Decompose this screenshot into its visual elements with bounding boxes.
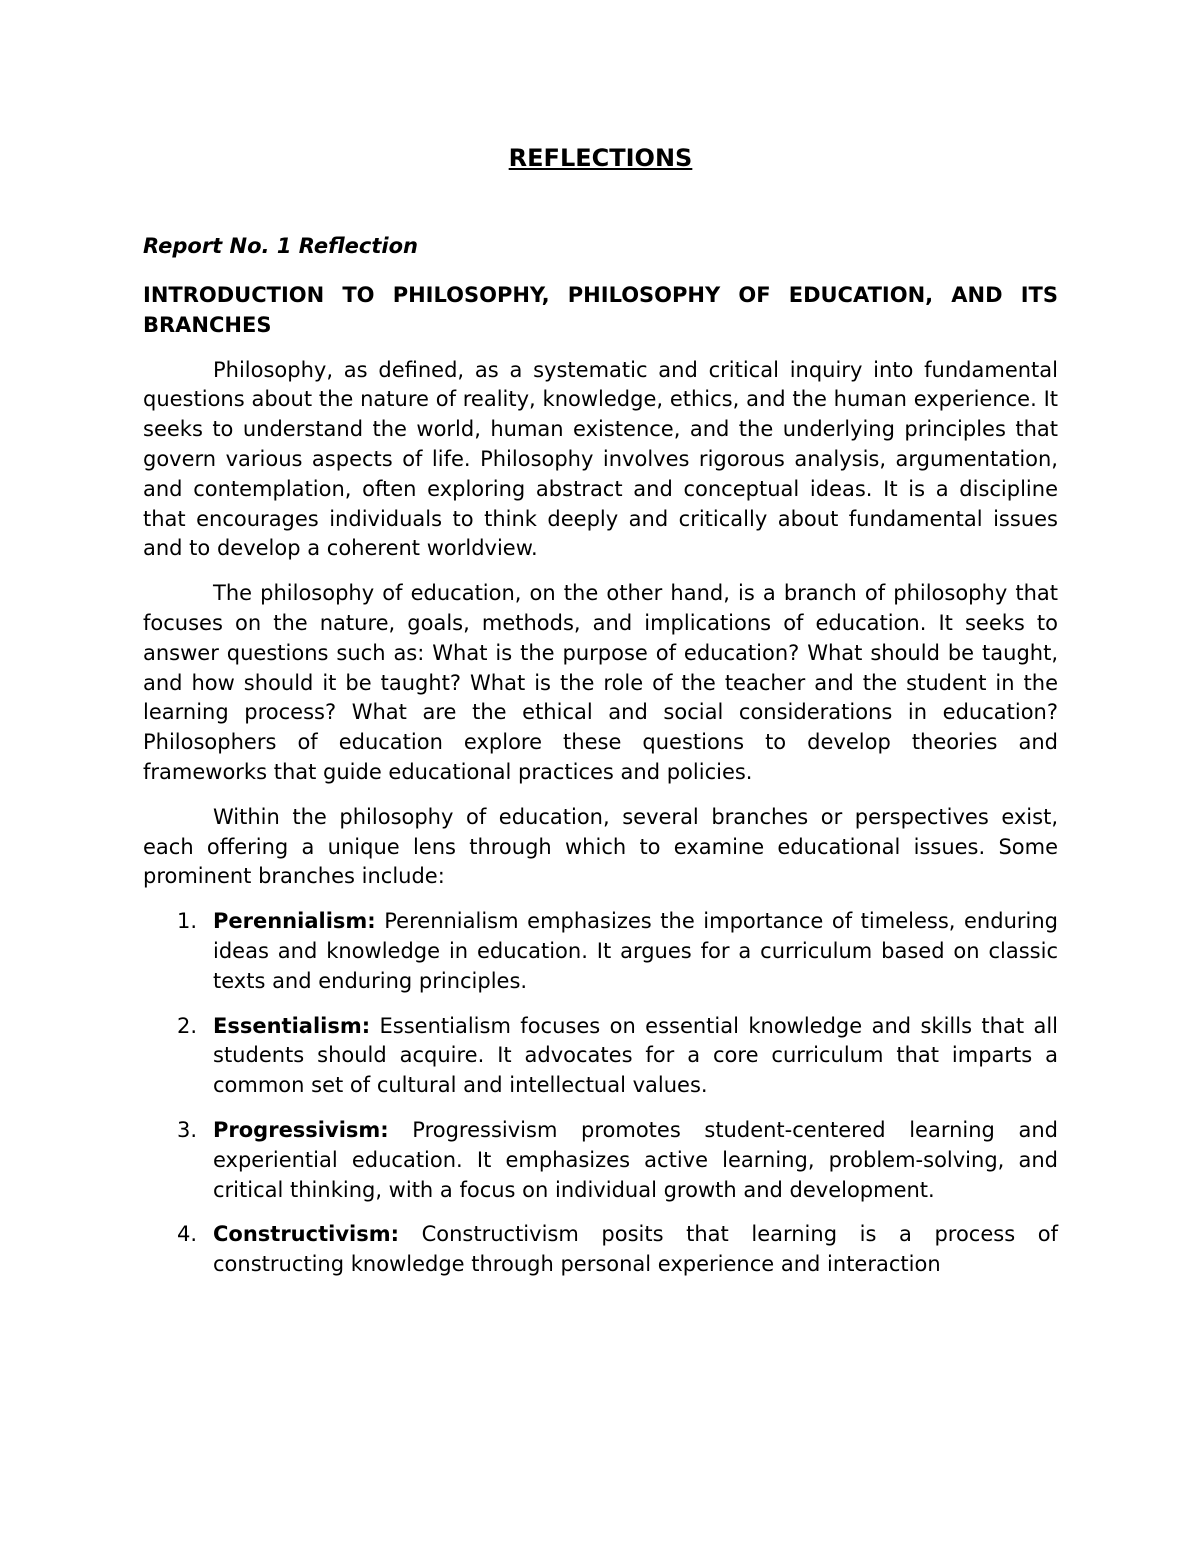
branch-term: Essentialism: bbox=[213, 1013, 371, 1038]
branch-term: Progressivism: bbox=[213, 1117, 389, 1142]
list-number: 4. bbox=[177, 1222, 198, 1247]
branch-description: Essentialism focuses on essential knowledge and skills that all students should acquire. It advocates for a core curriculum that imparts a common set of cultural and intellectual values. bbox=[213, 1013, 1058, 1098]
branch-term: Constructivism: bbox=[213, 1222, 399, 1247]
paragraph-philosophy: Philosophy, as defined, as a systematic and critical inquiry into fundamental questions about the nature of reality, knowledge, ethics, and the human experience. It seeks to understand the world, human existence, and the underlying principles that govern various aspects of life. Philosophy involves rigorous analysis, argumentation, and contemplation, often exploring abstract and conceptual ideas. It is a discipline that encourages individuals to think deeply and critically about fundamental issues and to develop a coherent worldview. bbox=[143, 357, 1058, 561]
branch-description: Perennialism emphasizes the importance of timeless, enduring ideas and knowledge in education. It argues for a curriculum based on classic texts and enduring principles. bbox=[213, 909, 1058, 993]
report-label: Report No. 1 Reflection bbox=[143, 234, 418, 258]
document-title: REFLECTIONS bbox=[508, 144, 693, 172]
list-number: 1. bbox=[177, 909, 198, 934]
list-item bbox=[143, 907, 1058, 996]
branch-list bbox=[143, 907, 1058, 1280]
branch-description: Constructivism posits that learning is a process of constructing knowledge through personal experience and interaction bbox=[213, 1222, 1058, 1277]
section-heading: INTRODUCTION TO PHILOSOPHY, PHILOSOPHY OF EDUCATION, AND ITS BRANCHES bbox=[143, 283, 1058, 337]
list-item bbox=[143, 1220, 1058, 1280]
list-number: 2. bbox=[177, 1013, 198, 1038]
list-item bbox=[143, 1012, 1058, 1101]
branch-description: Progressivism promotes student-centered learning and experiential education. It emphasizes active learning, problem-solving, and critical thinking, with a focus on individual growth and development. bbox=[213, 1117, 1058, 1202]
paragraph-branches-intro: Within the philosophy of education, several branches or perspectives exist, each offering a unique lens through which to examine educational issues. Some prominent branches include: bbox=[143, 804, 1058, 889]
document-page bbox=[143, 140, 1058, 1295]
paragraph-philosophy-of-education: The philosophy of education, on the other hand, is a branch of philosophy that focuses on the nature, goals, methods, and implications of education. It seeks to answer questions such as: What is the purpose of education? What should be taught, and how should it be taught? What is the role of the teacher and the student in the learning process? What are the ethical and social considerations in education? Philosophers of education explore these questions to develop theories and frameworks that guide educational practices and policies. bbox=[143, 581, 1058, 784]
list-item bbox=[143, 1116, 1058, 1205]
list-number: 3. bbox=[177, 1117, 198, 1142]
branch-term: Perennialism: bbox=[213, 909, 376, 934]
